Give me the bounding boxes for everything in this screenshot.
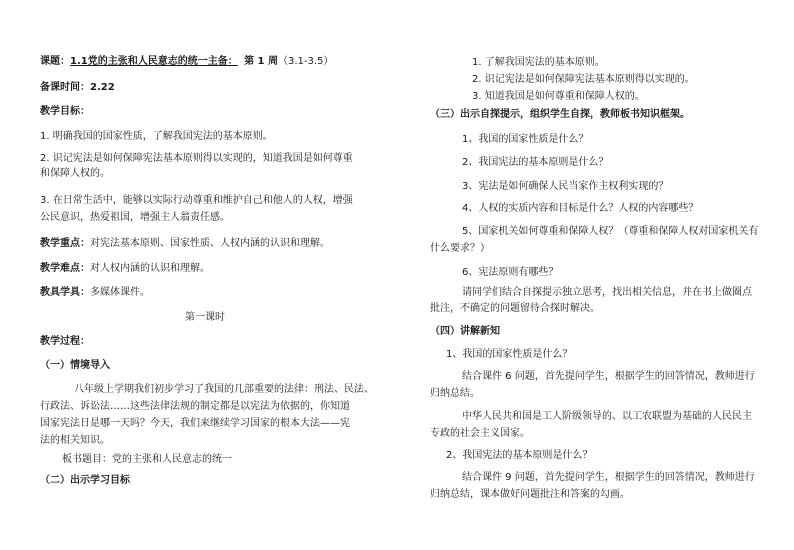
goals-heading: 教学目标： xyxy=(40,106,90,117)
title-dates: （3.1-3.5） xyxy=(278,56,334,67)
intro-paragraph-line-1: 八年级上学期我们初步学习了我国的几部重要的法律：刑法、民法、 xyxy=(74,384,374,395)
question-5-line-2: 什么要求？） xyxy=(430,243,490,254)
title-label: 课题： xyxy=(40,56,70,67)
question-4: 4、人权的实质内容和目标是什么？人权的内容哪些？ xyxy=(462,203,699,214)
difficult-points xyxy=(40,263,210,276)
key-points xyxy=(40,238,330,251)
knowledge-2: 2、我国宪法的基本原则是什么？ xyxy=(446,450,593,461)
knowledge-1-answer-line-2: 专政的社会主义国家。 xyxy=(430,428,530,439)
knowledge-1-process-line-1: 结合课件 6 问题，首先提问学生，根据学生的回答情况，教师进行 xyxy=(462,371,755,382)
tools-text: 多媒体课件。 xyxy=(90,287,150,298)
lesson-period-title: 第一课时 xyxy=(185,312,225,323)
goal-3-line-2: 公民意识，热爱祖国，增强主人翁责任感。 xyxy=(40,212,230,223)
process-heading: 教学过程： xyxy=(40,336,90,347)
intro-paragraph-line-2: 行政法、诉讼法……这些法律法规的制定都是以宪法为依据的，你知道 xyxy=(40,401,350,412)
knowledge-1: 1、我国的国家性质是什么？ xyxy=(446,349,573,360)
question-6: 6、宪法原则有哪些？ xyxy=(462,267,559,278)
self-study-line-1: 请同学们结合自探提示独立思考，找出相关信息，并在书上做圈点 xyxy=(462,287,752,298)
self-study-line-2: 批注，不确定的问题留待合探时解决。 xyxy=(430,303,600,314)
question-2: 2、我国宪法的基本原则是什么？ xyxy=(462,157,609,168)
knowledge-1-answer-line-1: 中华人民共和国是工人阶级领导的、以工农联盟为基础的人民民主 xyxy=(462,411,752,422)
difficulty-label: 教学难点： xyxy=(40,263,90,274)
section-4-heading: （四）讲解新知 xyxy=(430,326,500,337)
title-topic: 1.1党的主张和人民意志的统一主备： xyxy=(70,56,238,67)
tools-label: 教具学具： xyxy=(40,287,90,298)
section-1-heading: （一）情境导入 xyxy=(40,360,110,371)
key-label: 教学重点： xyxy=(40,238,90,249)
goal-3-line-1: 3. 在日常生活中，能够以实际行动尊重和维护自己和他人的人权，增强 xyxy=(40,195,353,206)
goal-1: 1. 明确我国的国家性质，了解我国宪法的基本原则。 xyxy=(40,131,273,142)
lesson-title-line xyxy=(40,56,333,69)
section-3-heading: （三）出示自探提示，组织学生自探，教师板书知识框架。 xyxy=(430,109,690,120)
objective-1: 1. 了解我国宪法的基本原则。 xyxy=(472,57,605,68)
difficulty-text: 对人权内涵的认识和理解。 xyxy=(90,263,210,274)
knowledge-2-process-line-1: 结合课件 9 问题，首先提问学生，根据学生的回答情况，教师进行 xyxy=(462,472,755,483)
prep-time: 备课时间：2.22 xyxy=(40,82,115,93)
title-week: 第 1 周 xyxy=(244,56,278,67)
question-1: 1、我国的国家性质是什么？ xyxy=(462,134,589,145)
teaching-tools xyxy=(40,287,150,300)
knowledge-1-process-line-2: 归纳总结。 xyxy=(430,388,480,399)
section-2-heading: （二）出示学习目标 xyxy=(40,475,130,486)
board-title: 板书题目：党的主张和人民意志的统一 xyxy=(62,454,232,465)
knowledge-2-process-line-2: 归纳总结，课本做好问题批注和答案的勾画。 xyxy=(430,489,630,500)
intro-paragraph-line-4: 法的相关知识。 xyxy=(40,435,110,446)
question-3: 3、宪法是如何确保人民当家作主权利实现的？ xyxy=(462,181,669,192)
objective-3: 3. 知道我国是如何尊重和保障人权的。 xyxy=(472,91,645,102)
question-5-line-1: 5、国家机关如何尊重和保障人权？（尊重和保障人权对国家机关有 xyxy=(462,226,759,237)
intro-paragraph-line-3: 国家宪法日是哪一天吗？今天，我们来继续学习国家的根本大法——宪 xyxy=(40,418,350,429)
key-text: 对宪法基本原则、国家性质、人权内涵的认识和理解。 xyxy=(90,238,330,249)
goal-2-line-1: 2. 识记宪法是如何保障宪法基本原则得以实现的，知道我国是如何尊重 xyxy=(40,153,353,164)
goal-2-line-2: 和保障人权的。 xyxy=(40,168,110,179)
objective-2: 2. 识记宪法是如何保障宪法基本原则得以实现的。 xyxy=(472,74,695,85)
